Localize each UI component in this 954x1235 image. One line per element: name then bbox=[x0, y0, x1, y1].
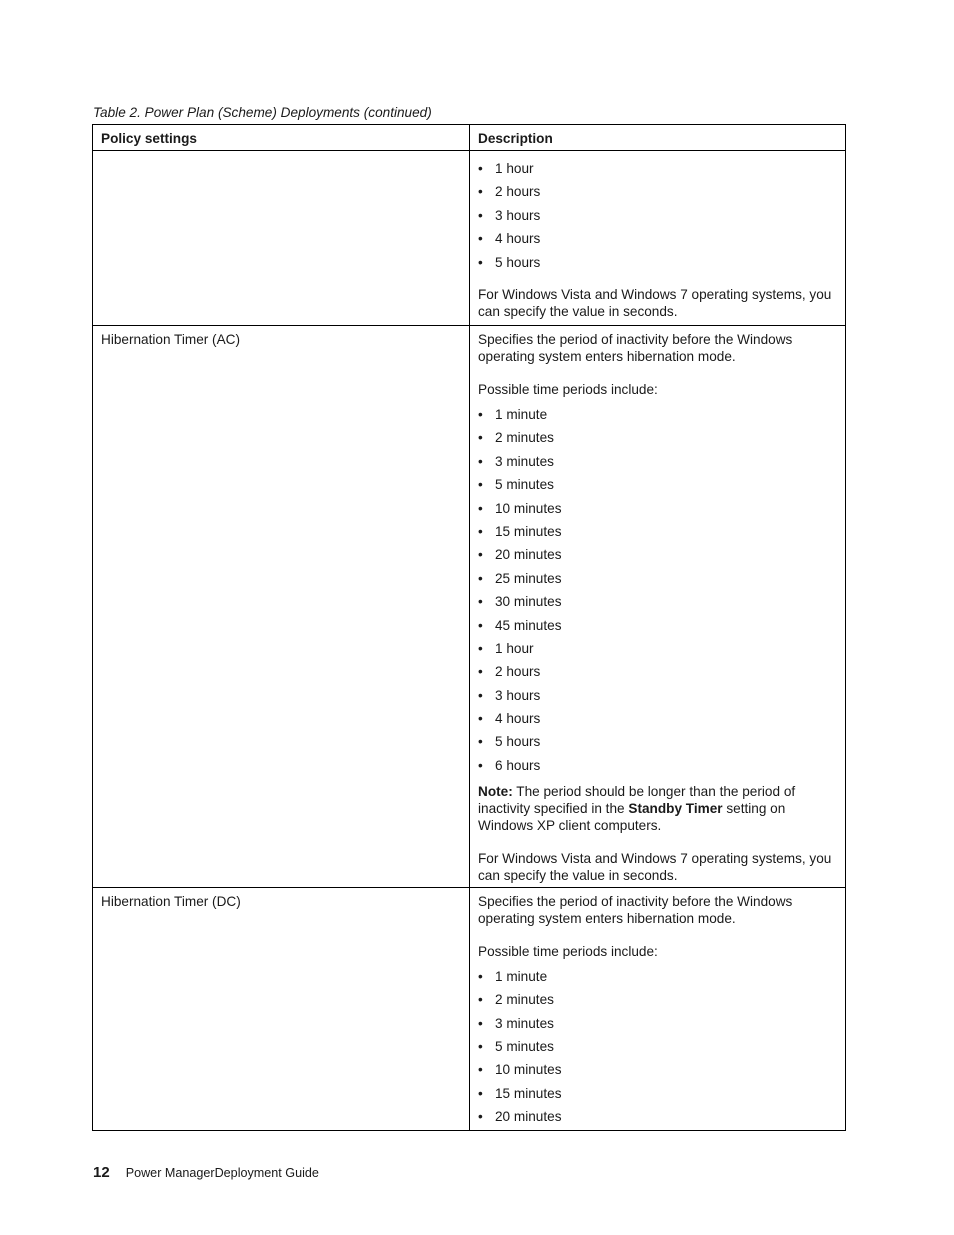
page-number: 12 bbox=[93, 1164, 110, 1181]
description-intro: Specifies the period of inactivity before the Windows operating system enters hibernation mode. bbox=[478, 893, 793, 926]
bullet-icon: • bbox=[478, 547, 483, 563]
list-item bbox=[478, 500, 837, 523]
list-item bbox=[478, 230, 837, 253]
list-item-text: 25 minutes bbox=[495, 570, 562, 586]
bullet-icon: • bbox=[478, 477, 483, 493]
list-item bbox=[478, 640, 837, 663]
list-item bbox=[478, 733, 837, 756]
bullet-icon: • bbox=[478, 453, 483, 469]
bullet-icon: • bbox=[478, 231, 483, 247]
policy-label: Hibernation Timer (AC) bbox=[101, 332, 240, 347]
description-cell bbox=[470, 326, 846, 888]
list-item-text: 5 hours bbox=[495, 254, 541, 270]
list-item bbox=[478, 570, 837, 593]
list-item-text: 3 hours bbox=[495, 687, 541, 703]
bullet-icon: • bbox=[478, 968, 483, 984]
seconds-note: For Windows Vista and Windows 7 operating systems, you can specify the value in seconds. bbox=[478, 286, 832, 319]
header-policy-settings: Policy settings bbox=[93, 125, 470, 151]
list-item-text: 20 minutes bbox=[495, 547, 562, 563]
list-item bbox=[478, 617, 837, 640]
note-text-pre: The period should be longer than the period of inactivity specified in the bbox=[478, 783, 796, 816]
list-item bbox=[478, 406, 837, 429]
list-item-text: 1 minute bbox=[495, 407, 548, 422]
possible-periods-lead: Possible time periods include: bbox=[478, 943, 658, 959]
bullet-icon: • bbox=[478, 161, 483, 176]
list-item bbox=[478, 687, 837, 710]
note-label: Note: bbox=[478, 783, 513, 799]
list-item bbox=[478, 1108, 837, 1125]
list-item-text: 1 minute bbox=[495, 968, 548, 984]
list-item-text: 5 minutes bbox=[495, 1039, 554, 1055]
bullet-icon: • bbox=[478, 687, 483, 703]
list-item bbox=[478, 968, 837, 991]
list-item bbox=[478, 160, 837, 183]
bullet-icon: • bbox=[478, 407, 483, 422]
list-item bbox=[478, 183, 837, 206]
bullet-icon: • bbox=[478, 523, 483, 539]
table-header-row bbox=[93, 125, 846, 151]
list-item-text: 3 minutes bbox=[495, 1015, 554, 1031]
list-item bbox=[478, 1085, 837, 1108]
list-item-text: 5 hours bbox=[495, 734, 541, 750]
list-item-text: 4 hours bbox=[495, 711, 541, 727]
list-item-text: 2 minutes bbox=[495, 992, 554, 1008]
bullet-icon: • bbox=[478, 254, 483, 270]
page-footer bbox=[93, 1163, 319, 1183]
list-item-text: 1 hour bbox=[495, 640, 534, 656]
bullet-icon: • bbox=[478, 640, 483, 656]
list-item-text: 15 minutes bbox=[495, 1085, 562, 1101]
bullet-icon: • bbox=[478, 711, 483, 727]
bullet-icon: • bbox=[478, 430, 483, 446]
list-item-text: 3 hours bbox=[495, 207, 541, 223]
list-item bbox=[478, 207, 837, 230]
bullet-icon: • bbox=[478, 184, 483, 200]
bullet-icon: • bbox=[478, 757, 483, 773]
description-cell bbox=[470, 151, 846, 326]
policy-cell bbox=[93, 887, 470, 1130]
note-standby-timer: Standby Timer bbox=[628, 800, 723, 816]
list-item bbox=[478, 663, 837, 686]
list-item bbox=[478, 429, 837, 452]
policy-cell bbox=[93, 326, 470, 888]
table-row bbox=[93, 887, 846, 1130]
list-item-text: 5 minutes bbox=[495, 477, 554, 493]
bullet-icon: • bbox=[478, 1109, 483, 1125]
bullet-icon: • bbox=[478, 664, 483, 680]
list-item-text: 2 minutes bbox=[495, 430, 554, 446]
document-title: Power ManagerDeployment Guide bbox=[125, 1166, 319, 1180]
list-item-text: 6 hours bbox=[495, 757, 541, 773]
list-item-text: 30 minutes bbox=[495, 594, 562, 610]
list-item-text: 1 hour bbox=[495, 161, 534, 176]
list-item-text: 45 minutes bbox=[495, 617, 562, 633]
list-item-text: 10 minutes bbox=[495, 500, 562, 516]
list-item bbox=[478, 1061, 837, 1084]
bullet-icon: • bbox=[478, 570, 483, 586]
bullet-icon: • bbox=[478, 1062, 483, 1078]
list-item bbox=[478, 593, 837, 616]
bullet-icon: • bbox=[478, 617, 483, 633]
list-item bbox=[478, 254, 837, 277]
list-item bbox=[478, 453, 837, 476]
bullet-icon: • bbox=[478, 734, 483, 750]
list-item-text: 15 minutes bbox=[495, 523, 562, 539]
possible-periods-lead: Possible time periods include: bbox=[478, 382, 658, 397]
list-item bbox=[478, 757, 837, 777]
list-item-text: 3 minutes bbox=[495, 453, 554, 469]
list-item-text: 2 hours bbox=[495, 664, 541, 680]
bullet-icon: • bbox=[478, 207, 483, 223]
bullet-icon: • bbox=[478, 1085, 483, 1101]
table-row bbox=[93, 151, 846, 326]
list-item-text: 2 hours bbox=[495, 184, 541, 200]
list-item-text: 20 minutes bbox=[495, 1109, 562, 1125]
power-plan-table bbox=[92, 124, 846, 1131]
table-caption: Table 2. Power Plan (Scheme) Deployments (continued) bbox=[93, 105, 432, 120]
standby-note bbox=[478, 783, 837, 834]
seconds-note: For Windows Vista and Windows 7 operating systems, you can specify the value in seconds. bbox=[478, 850, 832, 883]
policy-cell bbox=[93, 151, 470, 326]
policy-label: Hibernation Timer (DC) bbox=[101, 893, 241, 909]
header-description: Description bbox=[470, 125, 846, 151]
bullet-icon: • bbox=[478, 594, 483, 610]
list-item bbox=[478, 523, 837, 546]
table-row bbox=[93, 326, 846, 888]
note-text-post: setting on Windows XP client computers. bbox=[478, 800, 786, 833]
list-item bbox=[478, 710, 837, 733]
time-period-list bbox=[478, 160, 837, 277]
list-item-text: 4 hours bbox=[495, 231, 541, 247]
list-item bbox=[478, 1038, 837, 1061]
list-item-text: 10 minutes bbox=[495, 1062, 562, 1078]
list-item bbox=[478, 476, 837, 499]
description-intro: Specifies the period of inactivity before the Windows operating system enters hibernation mode. bbox=[478, 332, 793, 364]
description-cell bbox=[470, 887, 846, 1130]
time-period-list bbox=[478, 406, 837, 777]
bullet-icon: • bbox=[478, 500, 483, 516]
bullet-icon: • bbox=[478, 1015, 483, 1031]
list-item bbox=[478, 991, 837, 1014]
time-period-list bbox=[478, 968, 837, 1125]
list-item bbox=[478, 1015, 837, 1038]
bullet-icon: • bbox=[478, 1039, 483, 1055]
bullet-icon: • bbox=[478, 992, 483, 1008]
list-item bbox=[478, 546, 837, 569]
